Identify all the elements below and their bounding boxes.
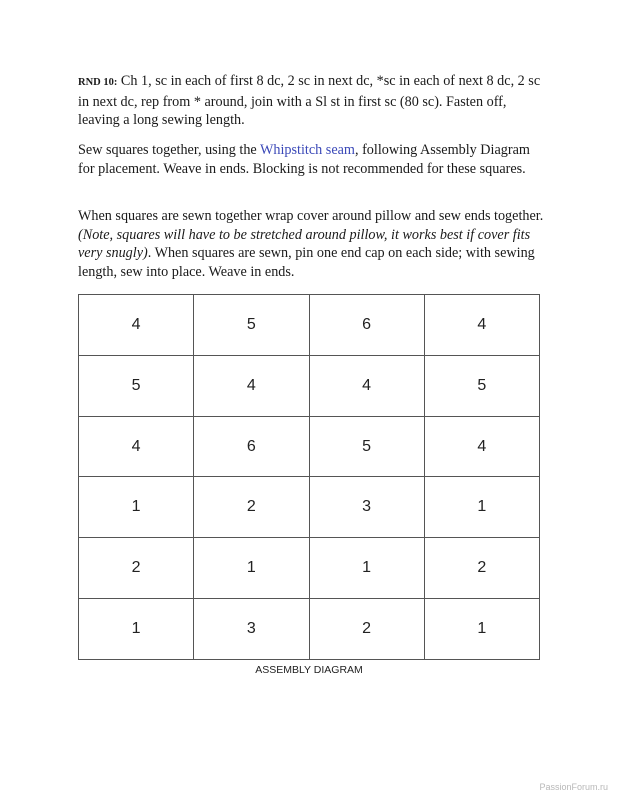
- diagram-cell: 4: [424, 295, 539, 356]
- diagram-cell: 6: [194, 416, 309, 477]
- diagram-cell: 1: [424, 477, 539, 538]
- diagram-cell: 2: [309, 599, 424, 660]
- diagram-cell: 5: [424, 355, 539, 416]
- diagram-cell: 4: [309, 355, 424, 416]
- diagram-cell: 4: [424, 416, 539, 477]
- diagram-row: [79, 477, 540, 538]
- diagram-cell: 4: [79, 295, 194, 356]
- diagram-cell: 1: [194, 538, 309, 599]
- diagram-cell: 5: [79, 355, 194, 416]
- whipstitch-seam-link[interactable]: Whipstitch seam: [260, 142, 355, 158]
- diagram-cell: 1: [424, 599, 539, 660]
- watermark: PassionForum.ru: [539, 782, 608, 792]
- diagram-cell: 5: [194, 295, 309, 356]
- assembly-diagram-table: [78, 294, 540, 660]
- sew-paragraph: [78, 141, 548, 178]
- diagram-cell: 2: [194, 477, 309, 538]
- wrap-text-before: When squares are sewn together wrap cover around pillow and sew ends together.: [78, 208, 544, 224]
- diagram-cell: 3: [194, 599, 309, 660]
- diagram-cell: 6: [309, 295, 424, 356]
- sew-text-after: , following Assembly Diagram for placement. Weave in ends. Blocking is not recommended for these squares.: [78, 142, 530, 177]
- diagram-cell: 5: [309, 416, 424, 477]
- diagram-cell: 1: [79, 599, 194, 660]
- diagram-row: [79, 538, 540, 599]
- rnd10-text: Ch 1, sc in each of first 8 dc, 2 sc in next dc, *sc in each of next 8 dc, 2 sc in next dc, rep from * around, join with a Sl st in first sc (80 sc). Fasten off, leaving a long sewing length.: [78, 73, 541, 128]
- wrap-text-after: . When squares are sewn, pin one end cap on each side; with sewing length, sew into place. Weave in ends.: [78, 245, 535, 280]
- wrap-paragraph: [78, 207, 548, 281]
- rnd10-label: RND 10:: [78, 77, 118, 88]
- rnd10-paragraph: [78, 72, 548, 130]
- diagram-cell: 2: [424, 538, 539, 599]
- diagram-row: [79, 295, 540, 356]
- diagram-row: [79, 355, 540, 416]
- diagram-cell: 3: [309, 477, 424, 538]
- sew-text-before: Sew squares together, using the: [78, 142, 260, 158]
- diagram-cell: 1: [79, 477, 194, 538]
- wrap-note: (Note, squares will have to be stretched around pillow, it works best if cover fits very snugly): [78, 226, 531, 261]
- diagram-row: [79, 416, 540, 477]
- diagram-cell: 1: [309, 538, 424, 599]
- assembly-diagram-caption: ASSEMBLY DIAGRAM: [255, 664, 363, 676]
- diagram-cell: 2: [79, 538, 194, 599]
- diagram-cell: 4: [194, 355, 309, 416]
- diagram-row: [79, 599, 540, 660]
- diagram-cell: 4: [79, 416, 194, 477]
